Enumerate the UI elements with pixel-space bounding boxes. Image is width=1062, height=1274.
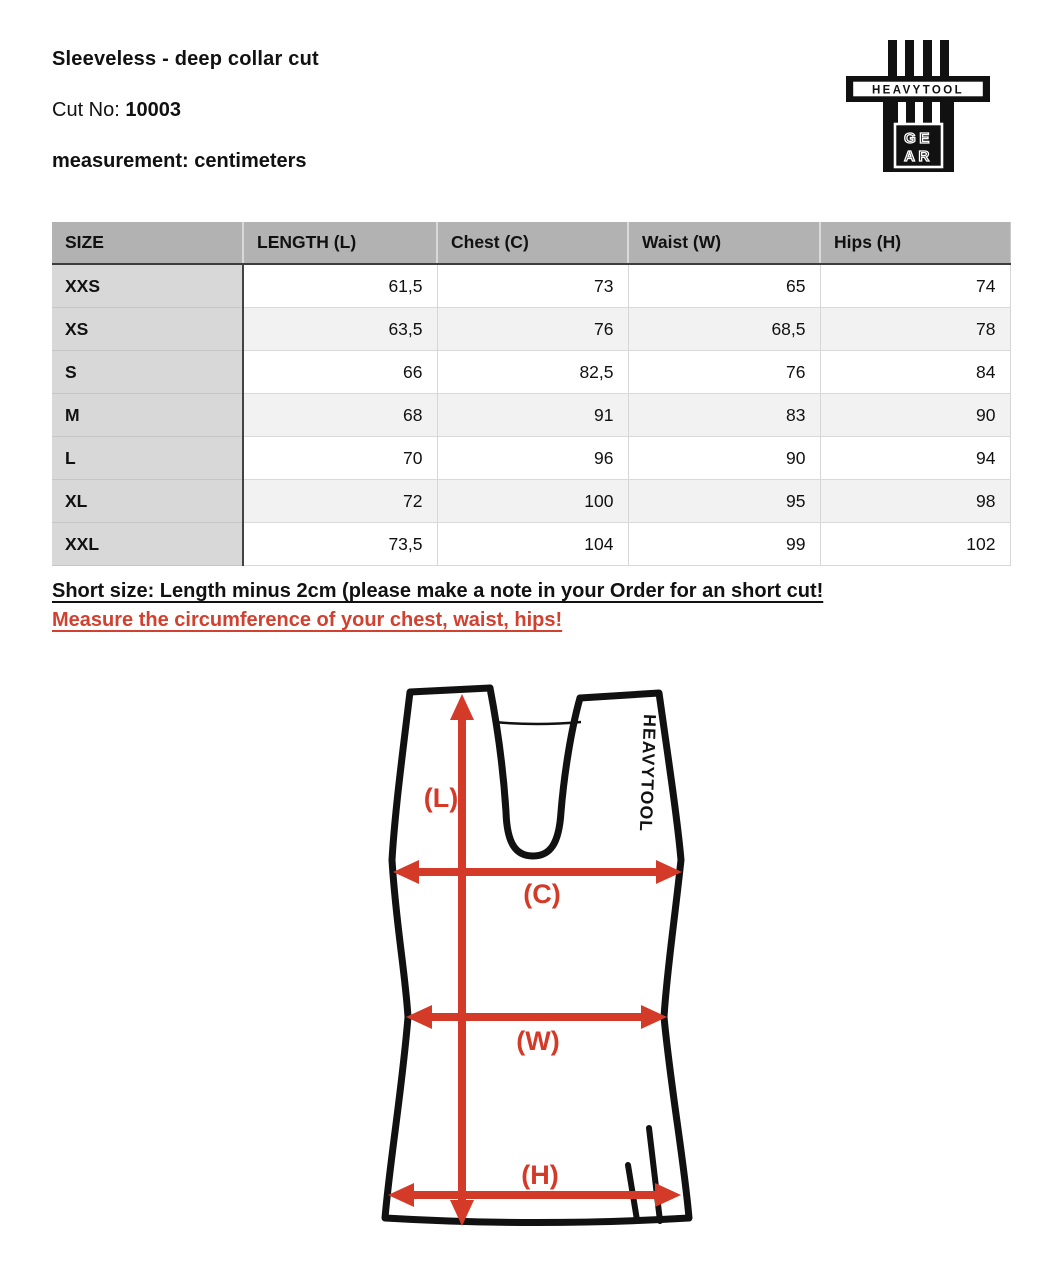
order-notes	[52, 577, 823, 635]
hips-cell: 94	[820, 437, 1010, 480]
table-row	[52, 394, 1010, 437]
hips-cell: 74	[820, 264, 1010, 308]
back-collar-line	[494, 722, 581, 724]
chest-cell: 76	[437, 308, 628, 351]
chest-cell: 104	[437, 523, 628, 566]
table-row	[52, 523, 1010, 566]
logo-column-slits	[898, 102, 940, 124]
length-cell: 61,5	[243, 264, 437, 308]
size-cell: XXL	[52, 523, 243, 566]
measurement-unit-line: measurement: centimeters	[52, 150, 307, 172]
hips-cell: 102	[820, 523, 1010, 566]
col-header-length: LENGTH (L)	[243, 222, 437, 264]
logo-gear-bottom: AR	[904, 148, 933, 165]
length-cell: 68	[243, 394, 437, 437]
heavytool-logo	[845, 34, 991, 178]
length-cell: 63,5	[243, 308, 437, 351]
hem-slit-marks	[628, 1128, 660, 1221]
col-header-waist: Waist (W)	[628, 222, 820, 264]
col-header-size: SIZE	[52, 222, 243, 264]
chest-label: (C)	[523, 879, 561, 909]
chest-cell: 96	[437, 437, 628, 480]
waist-cell: 76	[628, 351, 820, 394]
chest-cell: 91	[437, 394, 628, 437]
waist-label: (W)	[516, 1026, 560, 1056]
garment-measurement-diagram	[368, 660, 712, 1240]
hips-cell: 78	[820, 308, 1010, 351]
col-header-chest: Chest (C)	[437, 222, 628, 264]
waist-cell: 68,5	[628, 308, 820, 351]
table-header-row	[52, 222, 1010, 264]
table-row	[52, 308, 1010, 351]
short-size-note: Short size: Length minus 2cm (please make a note in your Order for an short cut!	[52, 580, 824, 602]
garment-brand-text: HEAVYTOOL	[635, 713, 660, 833]
hips-cell: 84	[820, 351, 1010, 394]
chest-cell: 73	[437, 264, 628, 308]
size-cell: XS	[52, 308, 243, 351]
size-cell: M	[52, 394, 243, 437]
size-table-container	[52, 222, 1010, 566]
length-cell: 66	[243, 351, 437, 394]
size-cell: XXS	[52, 264, 243, 308]
waist-cell: 90	[628, 437, 820, 480]
waist-cell: 83	[628, 394, 820, 437]
table-row	[52, 437, 1010, 480]
size-cell: L	[52, 437, 243, 480]
waist-cell: 99	[628, 523, 820, 566]
table-row	[52, 351, 1010, 394]
hips-label: (H)	[521, 1160, 559, 1190]
length-cell: 73,5	[243, 523, 437, 566]
page-title: Sleeveless - deep collar cut	[52, 48, 319, 70]
hips-cell: 90	[820, 394, 1010, 437]
waist-cell: 95	[628, 480, 820, 523]
cut-no-label: Cut No:	[52, 99, 126, 121]
logo-comb-bars	[888, 40, 949, 76]
size-cell: XL	[52, 480, 243, 523]
length-label: (L)	[423, 783, 459, 813]
col-header-hips: Hips (H)	[820, 222, 1010, 264]
cut-no-line	[52, 99, 181, 122]
chest-cell: 100	[437, 480, 628, 523]
table-row	[52, 264, 1010, 308]
logo-brand-text: HEAVYTOOL	[871, 84, 965, 97]
length-arrow	[450, 694, 474, 1226]
waist-cell: 65	[628, 264, 820, 308]
measure-note: Measure the circumference of your chest, waist, hips!	[52, 609, 563, 631]
cut-no-value: 10003	[125, 99, 181, 121]
length-cell: 70	[243, 437, 437, 480]
length-cell: 72	[243, 480, 437, 523]
neckline-deep-cut	[490, 688, 580, 856]
size-cell: S	[52, 351, 243, 394]
chest-cell: 82,5	[437, 351, 628, 394]
hips-cell: 98	[820, 480, 1010, 523]
table-row	[52, 480, 1010, 523]
size-table	[52, 222, 1011, 566]
logo-gear-top: GE	[904, 130, 933, 147]
